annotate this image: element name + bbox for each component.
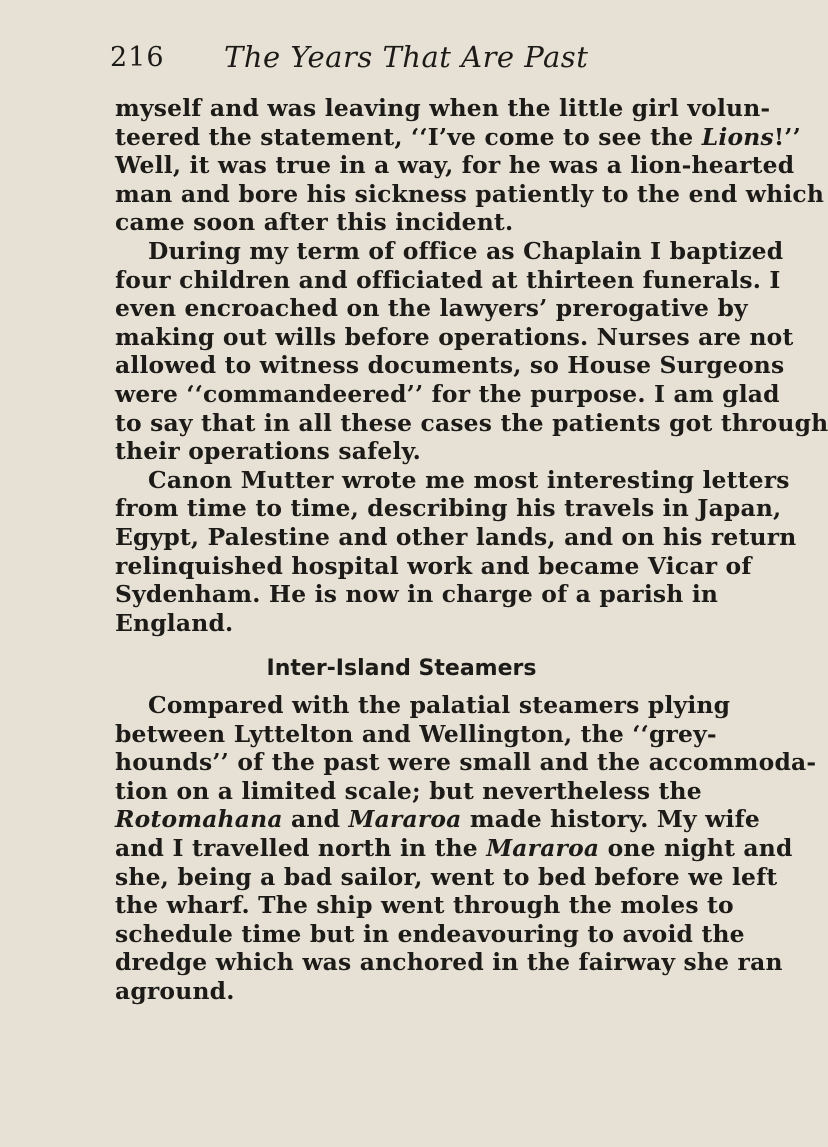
text-line: to say that in all these cases the patients got through bbox=[115, 408, 828, 437]
text-line: she, being a bad sailor, went to bed before we left bbox=[115, 862, 778, 891]
text-line: four children and officiated at thirteen funerals. I bbox=[115, 265, 781, 294]
text-line: tion on a limited scale; but nevertheless the bbox=[115, 776, 702, 805]
text-line: man and bore his sickness patiently to the end which bbox=[115, 179, 825, 208]
text-line: dredge which was anchored in the fairway she ran bbox=[115, 948, 783, 977]
running-title: The Years That Are Past bbox=[224, 40, 589, 74]
text-line: allowed to witness documents, so House Surgeons bbox=[115, 351, 785, 380]
text-line: teered the statement, ‘‘I’ve come to see the Lions!’’ bbox=[115, 122, 801, 151]
text-line: schedule time but in endeavouring to avoid the bbox=[115, 919, 745, 948]
text-line: Sydenham. He is now in charge of a parish in bbox=[115, 580, 719, 609]
section-heading: Inter-Island Steamers bbox=[266, 656, 537, 681]
text-line: aground. bbox=[115, 976, 235, 1005]
body-text-bottom bbox=[115, 691, 817, 1006]
text-line: Rotomahana and Mararoa made history. My wife bbox=[115, 805, 760, 834]
italic-word: Rotomahana bbox=[115, 805, 283, 834]
text-line: even encroached on the lawyers’ prerogative by bbox=[115, 294, 748, 323]
text-line: and I travelled north in the Mararoa one night and bbox=[115, 833, 793, 862]
text-line: myself and was leaving when the little girl volun- bbox=[115, 94, 771, 122]
italic-word: Mararoa bbox=[348, 805, 462, 834]
text-line: were ‘‘commandeered’’ for the purpose. I am glad bbox=[115, 379, 780, 408]
text-line: the wharf. The ship went through the moles to bbox=[115, 891, 734, 920]
text-line: Canon Mutter wrote me most interesting letters bbox=[148, 465, 790, 494]
text-line: Well, it was true in a way, for he was a lion-hearted bbox=[115, 151, 795, 180]
body-text-top bbox=[115, 94, 828, 637]
text-line: During my term of office as Chaplain I baptized bbox=[148, 236, 784, 265]
text-line: their operations safely. bbox=[115, 437, 421, 466]
text-line: between Lyttelton and Wellington, the ‘‘grey- bbox=[115, 719, 717, 748]
text-line: Egypt, Palestine and other lands, and on his return bbox=[115, 522, 797, 551]
text-line: Compared with the palatial steamers plying bbox=[148, 691, 731, 719]
running-head bbox=[110, 40, 670, 78]
page-number: 216 bbox=[110, 42, 165, 73]
italic-word: Lions bbox=[701, 122, 774, 151]
text-line: from time to time, describing his travels in Japan, bbox=[115, 494, 782, 523]
text-line: hounds’’ of the past were small and the accommoda- bbox=[115, 748, 817, 777]
text-line: making out wills before operations. Nurses are not bbox=[115, 322, 794, 351]
italic-word: Mararoa bbox=[486, 833, 600, 862]
text-line: England. bbox=[115, 608, 234, 637]
text-line: relinquished hospital work and became Vicar of bbox=[115, 551, 752, 580]
text-line: came soon after this incident. bbox=[115, 208, 514, 237]
